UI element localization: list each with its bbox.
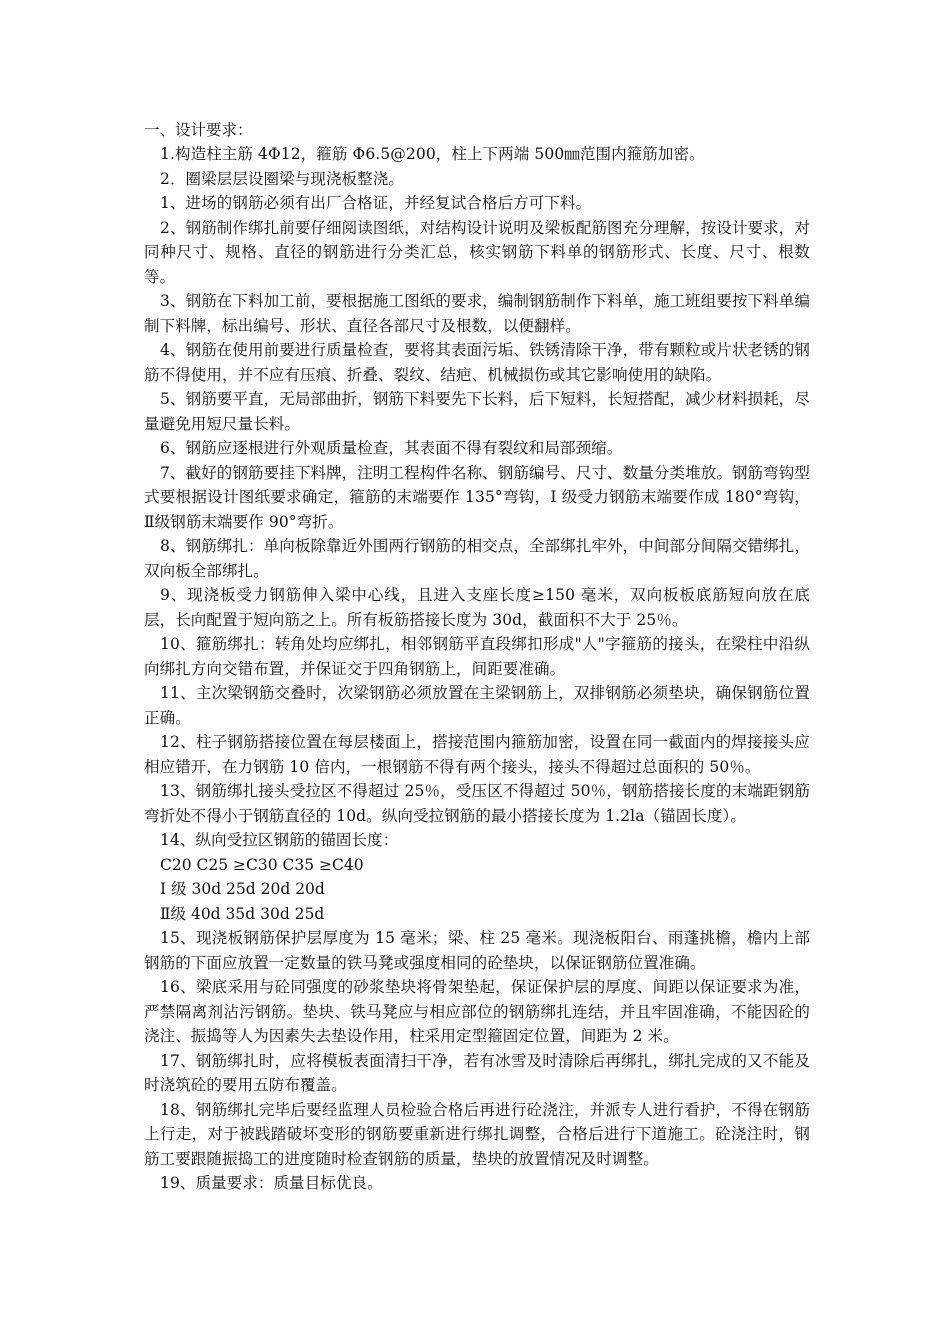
list-item: 5、钢筋要平直，无局部曲折，钢筋下料要先下长料，后下短料，长短搭配，减少材料损耗，尽量避免用短尺量长料。 [144,390,810,433]
list-item: 13、钢筋绑扎接头受拉区不得超过 25％，受压区不得超过 50％，钢筋搭接长度的末端距钢筋弯折处不得小于钢筋直径的 10d。纵向受拉钢筋的最小搭接长度为 1.2la（锚固长度）。 [144,782,810,825]
list-item: 15、现浇板钢筋保护层厚度为 15 毫米；梁、柱 25 毫米。现浇板阳台、雨蓬挑檐，檐内上部钢筋的下面应放置一定数量的铁马凳或强度相同的砼垫块，以保证钢筋位置准确。 [144,929,810,972]
list-item: 1、进场的钢筋必须有出厂合格证，并经复试合格后方可下料。 [160,194,592,212]
list-item: 6、钢筋应逐根进行外观质量检查，其表面不得有裂纹和局部颈缩。 [160,439,623,457]
section-heading: 一、设计要求： [144,121,253,139]
list-item: 10、箍筋绑扎：转角处均应绑扎，相邻钢筋平直段绑扣形成"人"字箍筋的接头，在梁柱中沿纵向绑扎方向交错布置，并保证交于四角钢筋上，间距要准确。 [144,635,810,678]
document-body [144,118,810,1196]
list-item: 19、质量要求：质量目标优良。 [160,1174,383,1192]
list-item: 8、钢筋绑扎：单向板除靠近外围两行钢筋的相交点，全部绑扎牢外，中间部分间隔交错绑扎，双向板全部绑扎。 [144,537,810,580]
list-item: 16、梁底采用与砼同强度的砂浆垫块将骨架垫起，保证保护层的厚度、间距以保证要求为准，严禁隔离剂沾污钢筋。垫块、铁马凳应与相应部位的钢筋绑扎连结，并且牢固准确，不能因砼的浇注、振捣等人为因素失去垫设作用，柱采用定型箍固定位置，间距为 2 米。 [144,978,810,1045]
list-item: 3、钢筋在下料加工前，要根据施工图纸的要求，编制钢筋制作下料单，施工班组要按下料单编制下料牌，标出编号、形状、直径各部尺寸及根数，以便翻样。 [144,292,810,335]
list-item: 9、现浇板受力钢筋伸入梁中心线，且进入支座长度≥150 毫米，双向板板底筋短向放在底层，长向配置于短向筋之上。所有板筋搭接长度为 30d，截面积不大于 25％。 [144,586,810,629]
anchor-table-header: C20 C25 ≥C30 C35 ≥C40 [160,855,364,874]
list-item: 4、钢筋在使用前要进行质量检查，要将其表面污垢、铁锈清除干净，带有颗粒或片状老锈的钢筋不得使用，并不应有压痕、折叠、裂纹、结疤、机械损伤或其它影响使用的缺陷。 [144,341,810,384]
anchor-table-row: I 级 30d 25d 20d 20d [160,880,325,898]
list-item: 2、钢筋制作绑扎前要仔细阅读图纸，对结构设计说明及梁板配筋图充分理解，按设计要求，对同种尺寸、规格、直径的钢筋进行分类汇总，核实钢筋下料单的钢筋形式、长度、尺寸、根数等。 [144,218,810,286]
intro-paragraph: 1.构造柱主筋 4Φ12，箍筋 Φ6.5@200，柱上下两端 500㎜范围内箍筋加密。 [160,145,705,163]
intro-paragraph: 2．圈梁层层设圈梁与现浇板整浇。 [160,169,404,188]
anchor-table-row: Ⅱ级 40d 35d 30d 25d [160,904,325,923]
list-item: 11、主次梁钢筋交叠时，次梁钢筋必须放置在主梁钢筋上，双排钢筋必须垫块，确保钢筋位置正确。 [144,684,810,727]
list-item: 18、钢筋绑扎完毕后要经监理人员检验合格后再进行砼浇注，并派专人进行看护，不得在钢筋上行走，对于被践踏破坏变形的钢筋要重新进行绑扎调整，合格后进行下道施工。砼浇注时，钢筋工要跟随振捣工的进度随时检查钢筋的质量，垫块的放置情况及时调整。 [144,1100,810,1168]
list-item: 12、柱子钢筋搭接位置在每层楼面上，搭接范围内箍筋加密，设置在同一截面内的焊接接头应相应错开，在力钢筋 10 倍内，一根钢筋不得有两个接头，接头不得超过总面积的 50％。 [144,733,810,776]
list-item: 14、纵向受拉区钢筋的锚固长度： [160,831,399,849]
list-item: 17、钢筋绑扎时，应将模板表面清扫干净，若有冰雪及时清除后再绑扎，绑扎完成的又不能及时浇筑砼的要用五防布覆盖。 [144,1051,810,1094]
list-item: 7、截好的钢筋要挂下料牌，注明工程构件名称、钢筋编号、尺寸、数量分类堆放。钢筋弯钩型式要根据设计图纸要求确定，箍筋的末端要作 135°弯钩，I 级受力钢筋末端要作成 180°弯钩，Ⅱ级钢筋末端要作 90°弯折。 [144,463,810,531]
